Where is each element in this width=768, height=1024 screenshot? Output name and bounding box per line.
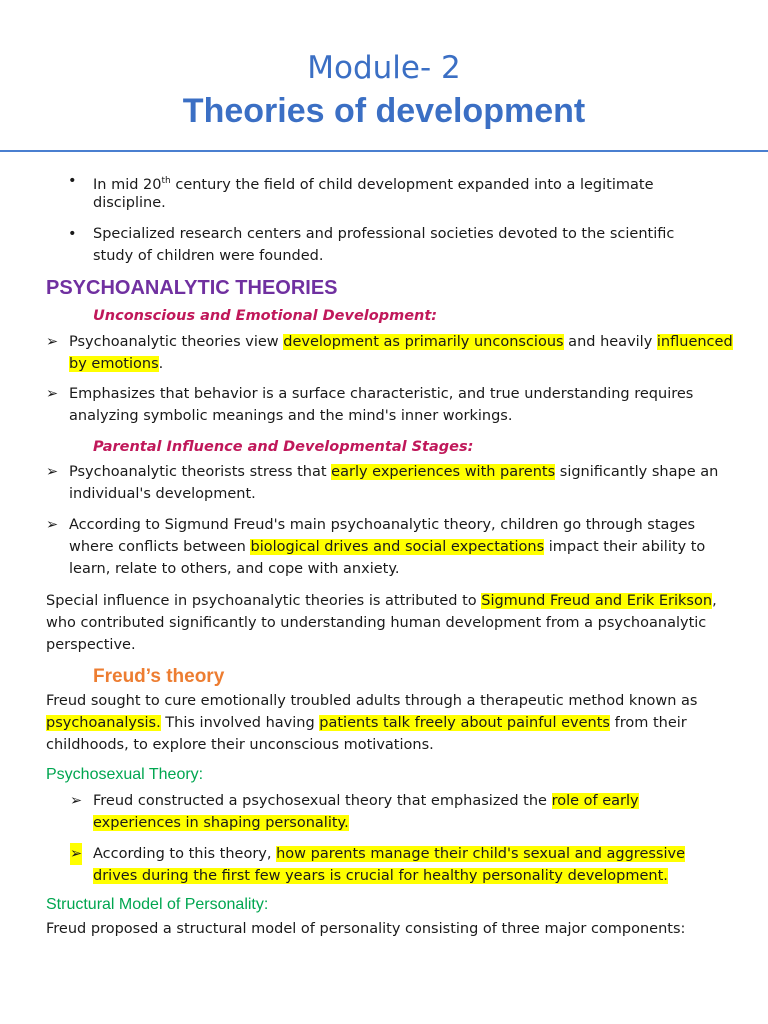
arrow-bullet-icon: ➢	[46, 517, 59, 533]
psy-bullet-3-line2: individual's development.	[69, 486, 256, 502]
freud-line1: Freud sought to cure emotionally troubled adults through a therapeutic method known as	[46, 693, 698, 709]
psy-bullet-4-line1: According to Sigmund Freud's main psychoanalytic theory, children go through stages	[69, 517, 696, 533]
freud-paragraph	[46, 690, 746, 756]
subheading-unconscious: Unconscious and Emotional Development:	[93, 308, 438, 324]
psy-bullet-4-line2: where conflicts between biological drives and social expectations impact their ability to	[69, 539, 706, 555]
psychosexual-bullet-1-line1: Freud constructed a psychosexual theory that emphasized the role of early	[93, 793, 639, 809]
subheading-parental: Parental Influence and Developmental Stages:	[93, 439, 474, 455]
psy-bullet-2-line2: analyzing symbolic meanings and the mind's inner workings.	[69, 408, 513, 424]
arrow-bullet-icon: ➢	[46, 334, 59, 350]
psy-bullet-2-line1: Emphasizes that behavior is a surface characteristic, and true understanding requires	[69, 386, 694, 402]
section-heading-structural: Structural Model of Personality:	[46, 896, 269, 913]
section-heading-psychosexual: Psychosexual Theory:	[46, 766, 204, 783]
page-title: Theories of development	[182, 92, 586, 130]
psy-bullet-3-line1: Psychoanalytic theorists stress that early experiences with parents significantly shape an	[69, 464, 719, 480]
freud-line3: childhoods, to explore their unconscious motivations.	[46, 737, 434, 753]
arrow-bullet-icon: ➢	[70, 793, 83, 809]
psy-bullet-1-line1: Psychoanalytic theories view development as primarily unconscious and heavily influenced	[69, 334, 733, 350]
bullet-dot-icon: •	[68, 226, 77, 242]
psychosexual-bullet-2-line2: drives during the first few years is crucial for healthy personality development.	[93, 868, 668, 884]
psy-influence-paragraph	[46, 590, 746, 656]
arrow-bullet-icon: ➢	[70, 843, 82, 865]
bullet-dot-icon: •	[68, 173, 77, 189]
intro-bullet-1-line1: In mid 20th century the field of child development expanded into a legitimate	[93, 176, 654, 193]
psy-influence-line1: Special influence in psychoanalytic theories is attributed to Sigmund Freud and Erik Erikson,	[46, 593, 717, 609]
psy-bullet-4-line3: learn, relate to others, and cope with anxiety.	[69, 561, 400, 577]
title-divider	[0, 150, 768, 152]
psychosexual-bullet-1-line2: experiences in shaping personality.	[93, 815, 349, 831]
arrow-bullet-icon: ➢	[46, 464, 59, 480]
section-heading-psychoanalytic: PSYCHOANALYTIC THEORIES	[46, 277, 338, 299]
freud-line2: psychoanalysis. This involved having patients talk freely about painful events from their	[46, 715, 687, 731]
section-heading-freud: Freud’s theory	[93, 666, 225, 687]
psy-influence-line2: who contributed significantly to understanding human development from a psychoanalytic	[46, 615, 707, 631]
structural-paragraph: Freud proposed a structural model of personality consisting of three major components:	[46, 921, 686, 937]
psy-bullet-1-line2: by emotions.	[69, 356, 164, 372]
intro-bullet-2-line2: study of children were founded.	[93, 248, 324, 264]
module-label: Module- 2	[307, 50, 461, 86]
intro-bullet-2-line1: Specialized research centers and professional societies devoted to the scientific	[93, 226, 675, 242]
psy-influence-line3: perspective.	[46, 637, 136, 653]
arrow-bullet-icon: ➢	[46, 386, 59, 402]
psychosexual-bullet-2-line1: According to this theory, how parents manage their child's sexual and aggressive	[93, 846, 686, 862]
intro-bullet-1-line2: discipline.	[93, 195, 166, 211]
